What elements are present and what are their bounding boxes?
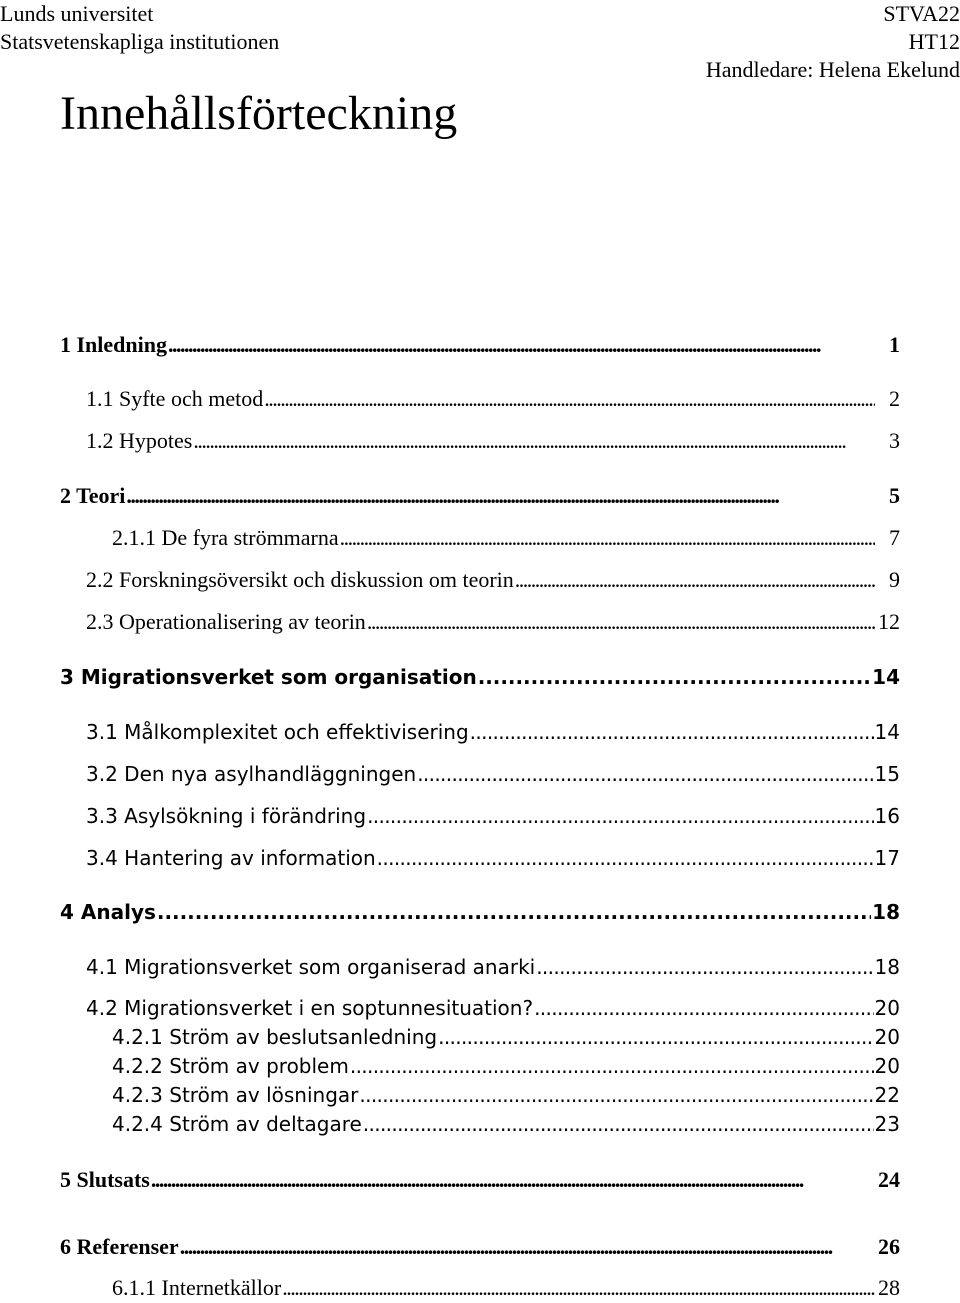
toc-entry-text: 4.2.2 Ström av problem xyxy=(112,1054,349,1078)
toc-entry-text: 6 Referenser xyxy=(60,1234,179,1259)
toc-entry-page: 23 xyxy=(874,1112,900,1136)
toc-entry-page: 26 xyxy=(878,1234,900,1259)
toc-leader xyxy=(193,426,875,456)
toc-entry-page: 9 xyxy=(889,567,900,592)
toc-entry-page: 22 xyxy=(874,1083,900,1107)
toc-entry-page: 20 xyxy=(874,1054,900,1078)
toc-entry-text: 1.2 Hypotes xyxy=(86,428,193,453)
toc-leader xyxy=(478,662,871,692)
toc-leader xyxy=(151,1165,875,1195)
toc-leader xyxy=(367,801,873,831)
toc-leader xyxy=(363,1109,874,1139)
course-code: STVA22 xyxy=(883,1,960,26)
toc-entry-text: 3.3 Asylsökning i förändring xyxy=(86,804,367,828)
toc-entry-page: 1 xyxy=(889,332,900,357)
toc-entry-text: 4.2.3 Ström av lösningar xyxy=(112,1083,359,1107)
toc-entry-text: 4.1 Migrationsverket som organiserad anarki xyxy=(86,955,536,979)
toc-entry-page: 5 xyxy=(889,483,900,508)
toc-entry-4[interactable] xyxy=(60,897,900,927)
toc-entry-text: 4.2.1 Ström av beslutsanledning xyxy=(112,1025,438,1049)
toc-entry-4-2-3[interactable] xyxy=(112,1080,900,1110)
toc-leader xyxy=(359,1080,873,1110)
department-name: Statsvetenskapliga institutionen xyxy=(0,29,280,54)
toc-entry-page: 2 xyxy=(889,386,900,411)
page-title: Innehållsförteckning xyxy=(60,87,458,140)
toc-leader xyxy=(282,1273,875,1303)
toc-entry-page: 20 xyxy=(874,1025,900,1049)
toc-entry-page: 14 xyxy=(872,665,900,689)
toc-entry-text: 2.3 Operationalisering av teorin xyxy=(86,609,366,634)
supervisor: Handledare: Helena Ekelund xyxy=(705,57,960,82)
toc-entry-text: 3.2 Den nya asylhandläggningen xyxy=(86,762,417,786)
toc-leader xyxy=(377,843,874,873)
toc-entry-page: 16 xyxy=(874,804,900,828)
toc-entry-1-2[interactable] xyxy=(86,426,900,456)
toc-entry-2-2[interactable] xyxy=(86,565,900,595)
toc-entry-page: 15 xyxy=(874,762,900,786)
toc-entry-page: 12 xyxy=(878,609,900,634)
toc-entry-3-3[interactable] xyxy=(86,801,900,831)
toc-entry-4-2-4[interactable] xyxy=(112,1109,900,1139)
toc-entry-3-1[interactable] xyxy=(86,717,900,747)
toc-entry-page: 18 xyxy=(874,955,900,979)
toc-leader xyxy=(180,1232,875,1262)
toc-entry-text: 4 Analys xyxy=(60,900,156,924)
toc-leader xyxy=(367,607,875,637)
toc-entry-4-1[interactable] xyxy=(86,952,900,982)
toc-entry-text: 3.1 Målkomplexitet och effektivisering xyxy=(86,720,469,744)
toc-entry-3-2[interactable] xyxy=(86,759,900,789)
toc-entry-3[interactable] xyxy=(60,662,900,692)
toc-leader xyxy=(515,565,875,595)
toc-entry-page: 20 xyxy=(874,996,900,1020)
toc-entry-page: 3 xyxy=(889,428,900,453)
toc-entry-2[interactable] xyxy=(60,481,900,511)
toc-leader xyxy=(157,897,871,927)
header-left xyxy=(0,0,279,56)
toc-leader xyxy=(126,481,875,511)
toc-entry-3-4[interactable] xyxy=(86,843,900,873)
term: HT12 xyxy=(908,29,960,54)
toc-leader xyxy=(340,523,875,553)
toc-entry-4-2[interactable] xyxy=(86,993,900,1023)
toc-entry-6-1-1[interactable] xyxy=(112,1273,900,1303)
toc-leader xyxy=(417,759,873,789)
header-right xyxy=(706,0,960,84)
toc-entry-page: 24 xyxy=(878,1167,900,1192)
toc-entry-2-3[interactable] xyxy=(86,607,900,637)
toc-entry-6[interactable] xyxy=(60,1232,900,1262)
toc-leader xyxy=(536,952,873,982)
toc-entry-text: 5 Slutsats xyxy=(60,1167,150,1192)
toc-entry-page: 18 xyxy=(872,900,900,924)
toc-entry-text: 2 Teori xyxy=(60,483,126,508)
toc-entry-text: 4.2.4 Ström av deltagare xyxy=(112,1112,362,1136)
university-name: Lunds universitet xyxy=(0,1,154,26)
toc-entry-text: 3 Migrationsverket som organisation xyxy=(60,665,477,689)
toc-entry-page: 17 xyxy=(874,846,900,870)
toc-entry-page: 14 xyxy=(874,720,900,744)
toc-leader xyxy=(168,330,875,360)
toc-entry-text: 2.1.1 De fyra strömmarna xyxy=(112,525,339,550)
toc-leader xyxy=(470,717,874,747)
toc-leader xyxy=(534,993,873,1023)
toc-entry-page: 28 xyxy=(878,1275,900,1300)
toc-entry-text: 1.1 Syfte och metod xyxy=(86,386,264,411)
toc-entry-4-2-2[interactable] xyxy=(112,1051,900,1081)
toc-entry-4-2-1[interactable] xyxy=(112,1022,900,1052)
toc-entry-1[interactable] xyxy=(60,330,900,360)
toc-entry-text: 3.4 Hantering av information xyxy=(86,846,376,870)
toc-leader xyxy=(438,1022,873,1052)
toc-leader xyxy=(350,1051,874,1081)
toc-entry-text: 2.2 Forskningsöversikt och diskussion om teorin xyxy=(86,567,514,592)
toc-leader xyxy=(264,384,875,414)
toc-entry-text: 4.2 Migrationsverket i en soptunnesituation? xyxy=(86,996,534,1020)
toc-entry-2-1-1[interactable] xyxy=(112,523,900,553)
toc-entry-text: 1 Inledning xyxy=(60,332,167,357)
toc-entry-5[interactable] xyxy=(60,1165,900,1195)
toc-entry-text: 6.1.1 Internetkällor xyxy=(112,1275,282,1300)
toc-entry-page: 7 xyxy=(889,525,900,550)
toc-entry-1-1[interactable] xyxy=(86,384,900,414)
